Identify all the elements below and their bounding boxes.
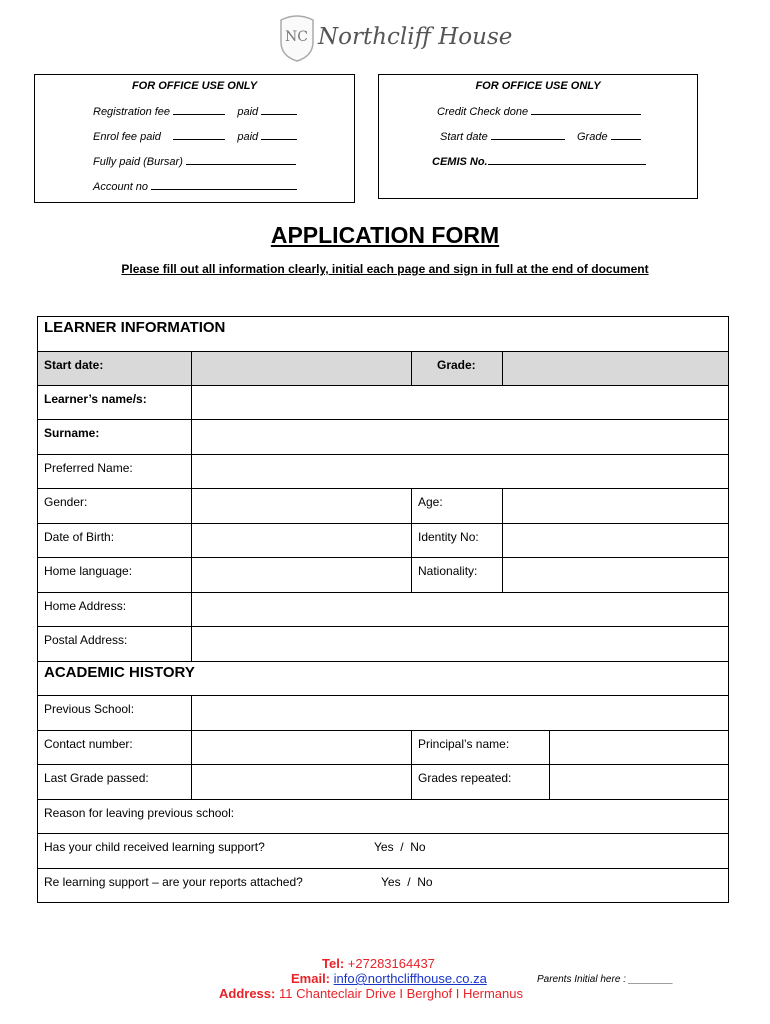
- start-date-label: Start date:: [37, 351, 192, 386]
- postal-address-label: Postal Address:: [37, 626, 192, 662]
- contact-number-field[interactable]: [191, 730, 412, 765]
- reason-leaving-label: Reason for leaving previous school:: [44, 806, 235, 820]
- parents-initial: Parents Initial here : ________: [537, 974, 674, 985]
- nationality-label: Nationality:: [411, 557, 503, 593]
- gender-field[interactable]: [191, 488, 412, 524]
- grade-field[interactable]: [502, 351, 729, 386]
- office-use-box-right: [378, 74, 698, 199]
- surname-label: Surname:: [37, 419, 192, 455]
- address-label: Address:: [219, 986, 276, 1001]
- nationality-field[interactable]: [502, 557, 729, 593]
- credit-check-line: [437, 105, 641, 118]
- crest-icon: [278, 14, 316, 62]
- previous-school-label: Previous School:: [37, 695, 192, 731]
- footer-email: [291, 971, 487, 986]
- grades-repeated-field[interactable]: [549, 764, 729, 800]
- last-grade-label: Last Grade passed:: [37, 764, 192, 800]
- preferred-name-label: Preferred Name:: [37, 454, 192, 489]
- account-no-line: [93, 180, 297, 193]
- school-logo: [278, 14, 513, 64]
- age-field[interactable]: [502, 488, 729, 524]
- reports-attached-yes-no[interactable]: Yes / No: [381, 875, 433, 889]
- office-use-box-left: [34, 74, 355, 203]
- reason-leaving-row[interactable]: [37, 799, 729, 834]
- last-grade-field[interactable]: [191, 764, 412, 800]
- learning-support-yes-no[interactable]: Yes / No: [374, 840, 426, 854]
- principal-name-label: Principal’s name:: [411, 730, 550, 765]
- start-date-field[interactable]: [191, 351, 412, 386]
- reports-attached-label: Re learning support – are your reports attached?: [44, 875, 303, 889]
- credit-check-label: Credit Check done: [437, 106, 529, 118]
- instructions: Please fill out all information clearly, initial each page and sign in full at the end of document: [121, 262, 649, 276]
- cemis-label: CEMIS No.: [432, 156, 488, 168]
- learning-support-row: [37, 833, 729, 869]
- account-no-label: Account no: [93, 181, 149, 193]
- previous-school-field[interactable]: [191, 695, 729, 731]
- footer-address: [219, 986, 523, 1001]
- address-value: 11 Chanteclair Drive I Berghof I Hermanus: [278, 986, 523, 1001]
- logo-initials: NC: [285, 29, 308, 45]
- learner-names-field[interactable]: [191, 385, 729, 420]
- surname-field[interactable]: [191, 419, 729, 455]
- fully-paid-line: [93, 155, 296, 168]
- identity-label: Identity No:: [411, 523, 503, 558]
- office-title-right: FOR OFFICE USE ONLY: [475, 80, 601, 92]
- grades-repeated-label: Grades repeated:: [411, 764, 550, 800]
- fully-paid-label: Fully paid (Bursar): [93, 156, 183, 168]
- office-title-left: FOR OFFICE USE ONLY: [131, 80, 258, 92]
- enrol-fee-label: Enrol fee paid: [93, 131, 161, 143]
- preferred-name-field[interactable]: [191, 454, 729, 489]
- start-date-label: Start date: [440, 131, 488, 143]
- grade-label: Grade:: [411, 351, 503, 386]
- learning-support-label: Has your child received learning support?: [44, 840, 265, 854]
- footer-tel: [322, 956, 435, 971]
- home-address-label: Home Address:: [37, 592, 192, 627]
- tel-label: Tel:: [322, 956, 345, 971]
- tel-value: +27283164437: [347, 956, 435, 971]
- paid-label-2: paid: [237, 131, 259, 143]
- learner-section-heading: LEARNER INFORMATION: [37, 316, 729, 352]
- contact-number-label: Contact number:: [37, 730, 192, 765]
- postal-address-field[interactable]: [191, 626, 729, 662]
- dob-field[interactable]: [191, 523, 412, 558]
- home-address-field[interactable]: [191, 592, 729, 627]
- registration-fee-line: [93, 105, 297, 118]
- identity-field[interactable]: [502, 523, 729, 558]
- paid-label-1: paid: [237, 106, 259, 118]
- registration-fee-label: Registration fee: [93, 106, 171, 118]
- logo-name: Northcliff House: [318, 24, 513, 50]
- email-link[interactable]: info@northcliffhouse.co.za: [333, 971, 487, 986]
- reports-attached-row: [37, 868, 729, 903]
- academic-section-heading: ACADEMIC HISTORY: [37, 661, 729, 696]
- page-title: APPLICATION FORM: [270, 222, 500, 248]
- grade-label: Grade: [577, 131, 608, 143]
- start-grade-line: [440, 130, 641, 143]
- home-language-field[interactable]: [191, 557, 412, 593]
- principal-name-field[interactable]: [549, 730, 729, 765]
- dob-label: Date of Birth:: [37, 523, 192, 558]
- enrol-fee-line: [93, 130, 297, 143]
- cemis-line: [432, 155, 646, 168]
- age-label: Age:: [411, 488, 503, 524]
- gender-label: Gender:: [37, 488, 192, 524]
- home-language-label: Home language:: [37, 557, 192, 593]
- learner-names-label: Learner’s name/s:: [37, 385, 192, 420]
- email-label: Email:: [291, 971, 331, 986]
